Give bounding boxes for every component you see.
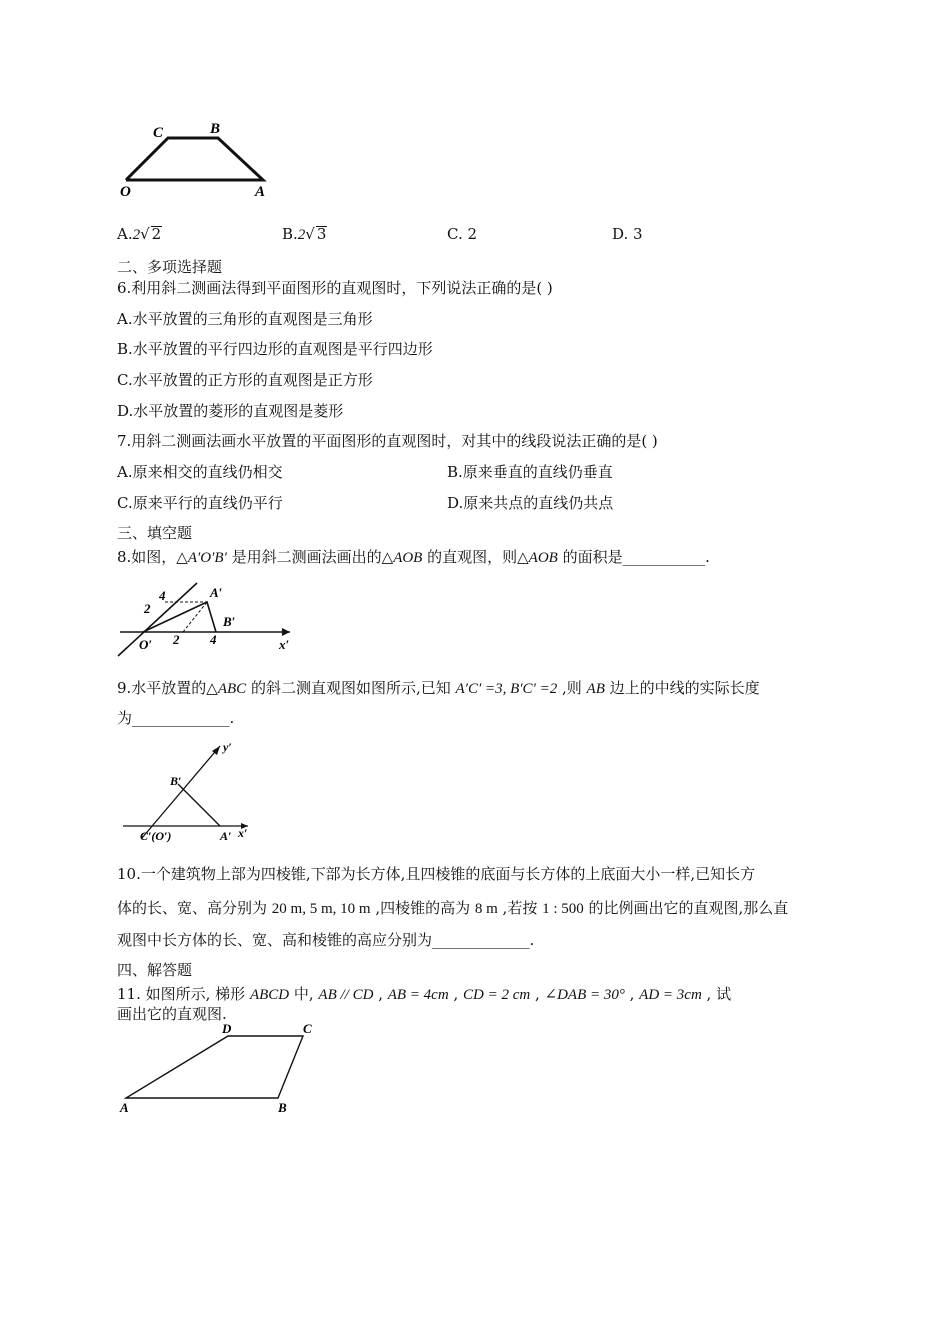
q9-text-2: 的斜二测直观图如图所示,已知 bbox=[246, 679, 456, 697]
q5-option-a[interactable]: A.2√ 2 bbox=[117, 225, 162, 243]
q11-text-6: , bbox=[624, 985, 640, 1003]
q10-text-1: 体的长、宽、高分别为 bbox=[117, 899, 272, 917]
q5-option-d[interactable]: D. 3 bbox=[612, 225, 643, 243]
q7-option-d[interactable]: D.原来共点的直线仍共点 bbox=[447, 494, 614, 512]
q5-option-b-coef: 2 bbox=[297, 227, 306, 243]
figure-q11-trapezoid bbox=[118, 1020, 318, 1115]
q11-math-1: ABCD bbox=[249, 987, 290, 1003]
q10-text-3: ,若按 bbox=[497, 899, 543, 917]
q5-option-a-radicand: 2 bbox=[151, 225, 162, 243]
q11-math-4: CD = 2 cm bbox=[462, 987, 531, 1003]
fig-q9-label-b: B′ bbox=[170, 774, 182, 788]
q7-option-a[interactable]: A.原来相交的直线仍相交 bbox=[117, 463, 283, 481]
fig-q11-label-c: C bbox=[303, 1021, 312, 1036]
q9-stem-line-2: 为_____________. bbox=[117, 709, 235, 727]
fig-q11-label-b: B bbox=[278, 1100, 287, 1115]
q8-math-3: AOB bbox=[528, 550, 558, 566]
q11-math-3: AB = 4cm bbox=[387, 987, 449, 1003]
q10-stem-line-3: 观图中长方体的长、宽、高和棱锥的高应分别为_____________. bbox=[117, 931, 535, 949]
fig-q9-label-y: y′ bbox=[223, 740, 232, 754]
fig-q8-label-x: x′ bbox=[279, 637, 290, 652]
q8-math-2: AOB bbox=[393, 550, 423, 566]
q8-text-4: 的面积是___________. bbox=[557, 548, 710, 566]
q11-text-7: , 试 bbox=[701, 985, 732, 1003]
q11-math-2: AB // CD bbox=[318, 987, 374, 1003]
q5-option-b[interactable]: B.2√ 3 bbox=[282, 225, 327, 243]
q11-stem-line-2: 画出它的直观图. bbox=[117, 1005, 227, 1023]
fig-q9-label-c-o: C′(O′) bbox=[140, 829, 172, 843]
q9-text-1: 9.水平放置的△ bbox=[117, 679, 218, 697]
q9-math-2: A′C′ =3, B′C′ =2 bbox=[455, 681, 558, 697]
q11-math-6: AD = 3cm bbox=[639, 987, 702, 1003]
q11-text-3: , bbox=[373, 985, 388, 1003]
q10-text-4: 的比例画出它的直观图,那么直 bbox=[583, 899, 789, 917]
q6-option-a[interactable]: A.水平放置的三角形的直观图是三角形 bbox=[117, 310, 373, 328]
fig-q11-label-a: A bbox=[120, 1100, 129, 1115]
figure-q8-oblique-triangle bbox=[115, 580, 300, 660]
q9-math-3: AB bbox=[586, 681, 605, 697]
q7-option-b[interactable]: B.原来垂直的直线仍垂直 bbox=[447, 463, 613, 481]
fig-q5-label-c: C bbox=[153, 125, 164, 141]
section-heading-fill-in: 三、填空题 bbox=[117, 524, 193, 542]
section-heading-multiple-choice: 二、多项选择题 bbox=[117, 258, 223, 276]
q7-stem: 7.用斜二测画法画水平放置的平面图形的直观图时，对其中的线段说法正确的是( ) bbox=[117, 432, 658, 450]
fig-q8-label-2-axis: 2 bbox=[144, 601, 151, 616]
fig-q5-label-b: B bbox=[210, 121, 221, 137]
q11-math-5: ∠DAB = 30° bbox=[544, 987, 625, 1003]
fig-q8-label-a: A′ bbox=[210, 585, 223, 600]
q7-option-c[interactable]: C.原来平行的直线仍平行 bbox=[117, 494, 283, 512]
fig-q9-label-x: x′ bbox=[238, 826, 248, 840]
fig-q5-label-o: O bbox=[120, 184, 131, 200]
fig-q8-label-b: B′ bbox=[223, 614, 236, 629]
q8-stem bbox=[117, 547, 710, 568]
fig-q8-label-4-x: 4 bbox=[210, 632, 217, 647]
q11-text-5: , bbox=[530, 985, 545, 1003]
fig-q5-label-a: A bbox=[255, 184, 266, 200]
q9-math-1: ABC bbox=[217, 681, 247, 697]
q5-option-a-prefix: A. bbox=[117, 225, 133, 243]
section-heading-answer: 四、解答题 bbox=[117, 961, 193, 979]
q8-math-1: A′O′B′ bbox=[187, 550, 227, 566]
q9-stem-line-1 bbox=[117, 678, 760, 699]
q11-text-2: 中, bbox=[289, 985, 319, 1003]
q5-option-c[interactable]: C. 2 bbox=[447, 225, 478, 243]
fig-q9-label-a: A′ bbox=[220, 829, 232, 843]
q8-text-1: 8.如图，△ bbox=[117, 548, 188, 566]
q8-text-3: 的直观图，则△ bbox=[422, 548, 529, 566]
q11-text-4: , bbox=[448, 985, 463, 1003]
fig-q8-label-4-axis: 4 bbox=[159, 588, 166, 603]
q6-option-b[interactable]: B.水平放置的平行四边形的直观图是平行四边形 bbox=[117, 340, 433, 358]
fig-q8-label-2-x: 2 bbox=[173, 632, 180, 647]
q6-option-c[interactable]: C.水平放置的正方形的直观图是正方形 bbox=[117, 371, 373, 389]
q5-option-b-prefix: B. bbox=[282, 225, 298, 243]
q11-stem-line-1 bbox=[117, 984, 731, 1005]
q10-math-2: 8 m bbox=[474, 901, 498, 917]
q5-option-b-radicand: 3 bbox=[316, 225, 327, 243]
q6-stem: 6.利用斜二测画法得到平面图形的直观图时，下列说法正确的是( ) bbox=[117, 279, 553, 297]
q9-text-4: 边上的中线的实际长度 bbox=[604, 679, 760, 697]
q8-text-2: 是用斜二测画法画出的△ bbox=[226, 548, 394, 566]
q11-text-1: 11. 如图所示, 梯形 bbox=[117, 985, 250, 1003]
q10-math-3: 1 : 500 bbox=[542, 901, 584, 917]
q5-option-a-coef: 2 bbox=[132, 227, 141, 243]
figure-q9-oblique-triangle bbox=[120, 742, 260, 847]
q9-text-3: ,则 bbox=[557, 679, 587, 697]
q6-option-d[interactable]: D.水平放置的菱形的直观图是菱形 bbox=[117, 402, 344, 420]
fig-q8-label-o: O′ bbox=[139, 637, 153, 652]
q10-stem-line-1: 10.一个建筑物上部为四棱锥,下部为长方体,且四棱锥的底面与长方体的上底面大小一样,已知长方 bbox=[117, 865, 756, 883]
q10-math-1: 20 m, 5 m, 10 m bbox=[271, 901, 371, 917]
q10-stem-line-2 bbox=[117, 898, 788, 919]
fig-q11-label-d: D bbox=[222, 1021, 232, 1036]
figure-q5-trapezoid bbox=[118, 118, 278, 203]
q10-text-2: ,四棱锥的高为 bbox=[370, 899, 475, 917]
